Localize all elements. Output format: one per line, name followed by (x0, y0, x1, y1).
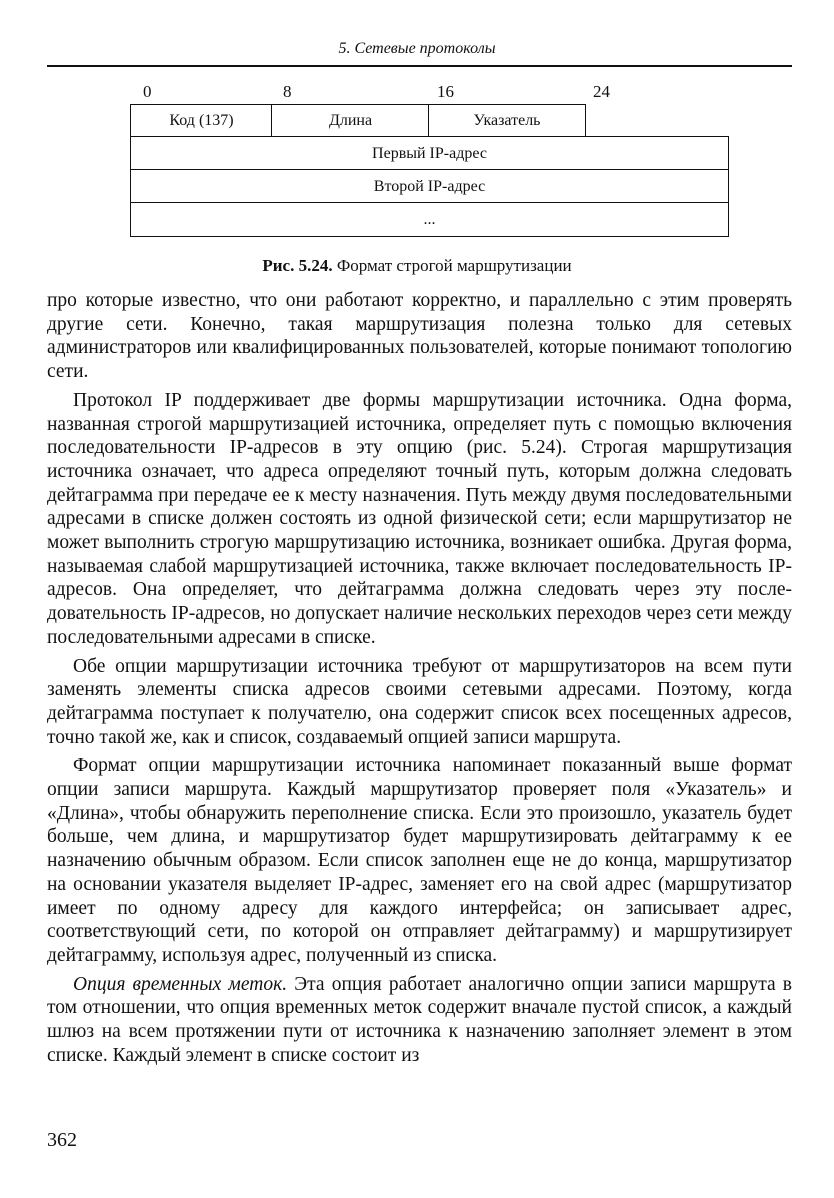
bit-label-8: 8 (283, 82, 292, 101)
paragraph-4: Формат опции маршрутизации источника напоминает показанный выше формат опции записи маршрута. Каждый маршрутизатор проверяет поля «Указатель» и «Длина», чтобы обнаружить переполнение списка. Если это произошло, указатель будет больше, чем длина, и маршрутизатор будет маршрутизировать дейтаграмму к ее назначению обычным образом. Если список заполнен еще не до конца, маршрутизатор на основании указателя выделяет IP-адрес, заменяет его на свой адрес (маршрутизатор имеет по одному адресу для каждого интерфейса; он записывает адрес, соответствующий сети, по которой он отправляет дейтаграмму) и маршрутизирует дейтаграмму, используя адрес, полученный из списка. (47, 755, 792, 966)
body-text (47, 289, 792, 1073)
running-title: 5. Сетевые протоколы (338, 40, 496, 57)
field-first-ip-label: Первый IP-адрес (372, 144, 487, 162)
field-length-label: Длина (328, 112, 373, 129)
field-second-ip (130, 169, 729, 204)
paragraph-5 (47, 973, 792, 1068)
page-number: 362 (47, 1129, 77, 1151)
field-more-ips (130, 202, 729, 237)
bit-label-0: 0 (143, 82, 152, 101)
paragraph-3: Обе опции маршрутизации источника требуют от маршрутизаторов на всем пути заменять элементы списка адресов своими сетевыми адресами. Поэтому, когда дейтаграмма поступает к получателю, она содержит список всех посещенных адресов, точно такой же, как и список, создаваемый опцией записи маршрута. (47, 655, 792, 748)
bit-label-16: 16 (437, 82, 454, 101)
figure-caption-text: Формат строгой маршрутизации (336, 256, 572, 275)
header-rule (47, 65, 792, 67)
field-length (271, 104, 430, 138)
paragraph-1: про которые известно, что они работают корректно, и параллельно с этим проверять другие сети. Конечно, такая маршрутизация полезна только для сетевых администраторов или квалифицированных пользователей, которые понимают топологию сети. (47, 290, 792, 383)
field-code (130, 104, 273, 138)
field-ellipsis-label: ... (423, 210, 436, 228)
field-first-ip (130, 136, 729, 171)
field-pointer (428, 104, 586, 138)
paragraph-5-text: Эта опция работает аналогично опции записи маршрута в том отношении, что опция временных меток содержит вначале пустой список, а каждый шлюз на всем протяжении пути от источника к назначению заполняет элемент в этом списке. Каждый элемент в списке состоит из (47, 973, 792, 1066)
field-code-label: Код (137) (169, 112, 234, 129)
figure-caption (0, 256, 834, 276)
field-pointer-label: Указатель (473, 112, 541, 129)
bit-label-24: 24 (593, 82, 610, 101)
field-second-ip-label: Второй IP-адрес (373, 177, 486, 195)
figure-caption-label: Рис. 5.24. (262, 256, 333, 275)
timestamp-option-term: Опция временных меток. (73, 973, 288, 995)
paragraph-2: Протокол IP поддерживает две формы маршрутизации источника. Одна форма, названная строгой маршрутизацией источника, определяет путь с помощью включения последовательности IP-адресов в эту опцию (рис. 5.24). Строгая маршрутизация источника означает, что адреса определяют точный путь, которым должна следовать дейтаграмма при передаче ее к месту назначения. Путь между двумя последовательными адресами в списке должен состоять из одной физической сети; если маршрутизатор не может выполнить строгую маршрутизацию источника, возникает ошибка. Другая форма, называемая слабой маршрутизацией источника, также включает последовательность IP-адресов. Она определяет, что дейтаграмма должна следовать через эту последовательность IP-адресов, но допускает наличие нескольких переходов через сети между последовательными адресами в списке. (47, 389, 792, 648)
